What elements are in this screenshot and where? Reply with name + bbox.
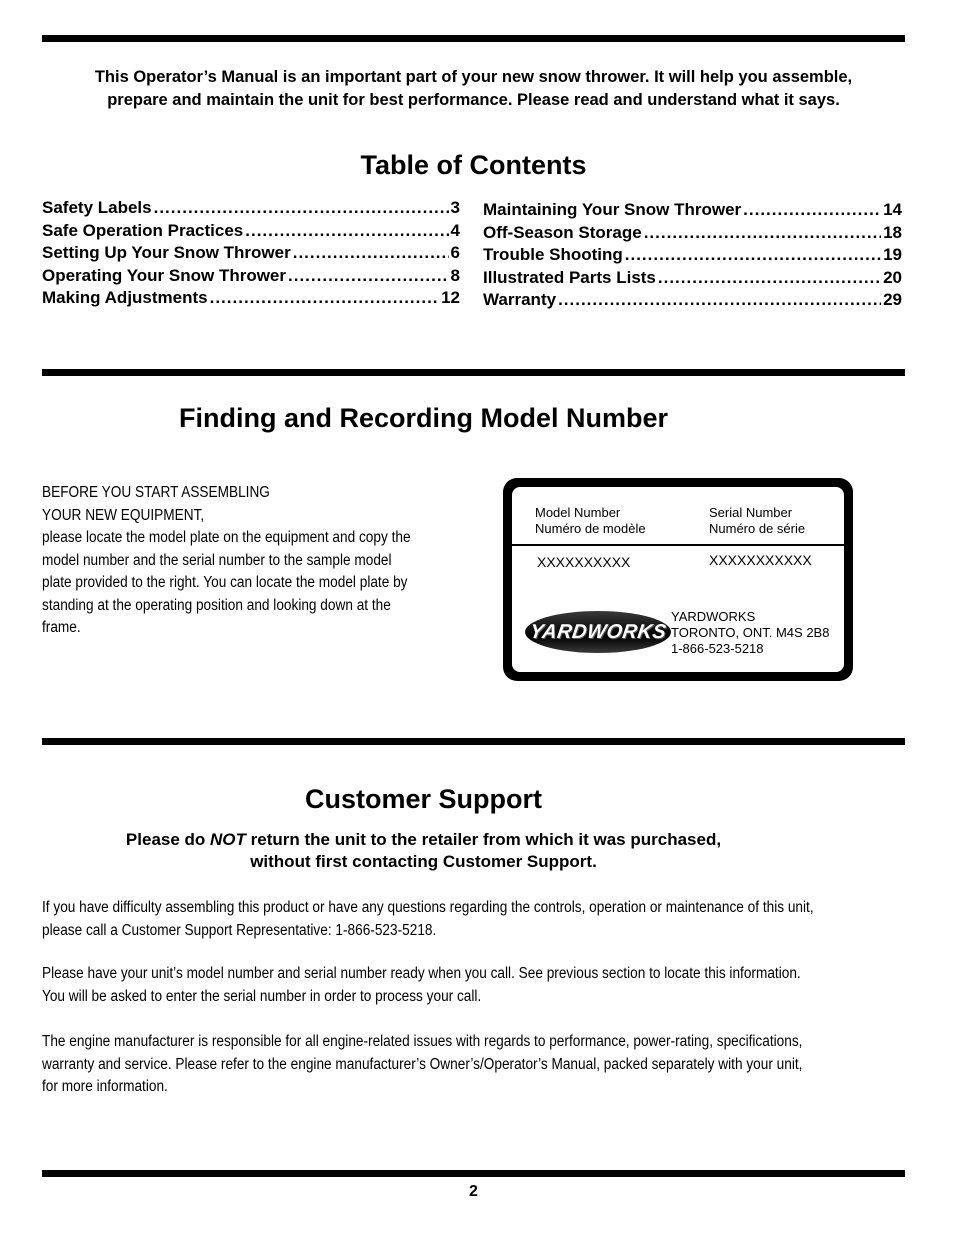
toc-entry[interactable]: Safe Operation Practices ..... 4 xyxy=(42,221,460,244)
text-line: You will be asked to enter the serial number in order to process your call. xyxy=(42,987,482,1005)
text-line: for more information. xyxy=(42,1078,168,1095)
text-line: please locate the model plate on the equipment and copy the xyxy=(42,529,411,546)
support-title: Customer Support xyxy=(304,784,542,814)
support-notice: Please do NOT return the unit to the retailer from which it was purchased, without first contacting Customer Support. xyxy=(42,829,905,873)
text-line: If you have difficulty assembling this product or have any questions regarding the controls, operation or maintenance of this unit, xyxy=(42,899,814,916)
intro-text xyxy=(42,66,905,112)
support-paragraph-2 xyxy=(42,963,909,1008)
text-line: Please have your unit’s model number and serial number ready when you call. See previous section to locate this information. xyxy=(42,965,801,982)
bottom-rule xyxy=(42,1170,905,1177)
section-rule xyxy=(42,369,905,376)
toc-left-column xyxy=(42,198,460,311)
model-instructions xyxy=(42,482,456,640)
support-paragraph-3 xyxy=(42,1031,909,1099)
plate-divider xyxy=(512,544,844,546)
intro-line: prepare and maintain the unit for best performance. Please read and understand what it says. xyxy=(107,91,840,109)
intro-line: This Operator’s Manual is an important part of your new snow thrower. It will help you assemble, xyxy=(94,68,853,86)
text-line: model number and the serial number to the sample model xyxy=(42,551,392,569)
manufacturer-info: YARDWORKS TORONTO, ONT. M4S 2B8 1-866-523-5218 xyxy=(671,609,830,656)
page-number: 2 xyxy=(469,1183,478,1200)
toc-entry[interactable]: Off-Season Storage ..... 18 xyxy=(483,223,902,246)
support-paragraph-1 xyxy=(42,897,909,942)
toc-entry[interactable]: Trouble Shooting ..... 19 xyxy=(483,245,902,268)
text-line: standing at the operating position and looking down at the xyxy=(42,596,391,614)
text-line: without first contacting Customer Support. xyxy=(250,852,597,871)
model-number-value: XXXXXXXXXX xyxy=(537,554,631,570)
text-line: please call a Customer Support Representative: 1-866-523-5218. xyxy=(42,921,437,939)
model-number-label: Model Number Numéro de modèle xyxy=(535,505,646,536)
top-rule xyxy=(42,35,905,42)
model-section-title: Finding and Recording Model Number xyxy=(179,403,668,433)
text-line: BEFORE YOU START ASSEMBLING xyxy=(42,484,270,501)
toc-entry[interactable]: Illustrated Parts Lists ..... 20 xyxy=(483,268,902,291)
text-line: warranty and service. Please refer to the engine manufacturer’s Owner’s/Operator’s Manual, packed separately with your unit, xyxy=(42,1055,803,1073)
toc-entry[interactable]: Safety Labels ..... 3 xyxy=(42,198,460,221)
toc-right-column xyxy=(483,200,902,313)
text-line: plate provided to the right. You can locate the model plate by xyxy=(42,574,408,591)
sample-model-plate xyxy=(503,478,853,681)
yardworks-logo: YARDWORKS xyxy=(525,611,671,653)
section-rule xyxy=(42,738,905,745)
toc-entry[interactable]: Making Adjustments ..... 12 xyxy=(42,288,460,311)
text-line: frame. xyxy=(42,619,81,636)
toc-entry[interactable]: Maintaining Your Snow Thrower ..... 14 xyxy=(483,200,902,223)
serial-number-value: XXXXXXXXXXX xyxy=(709,552,812,568)
toc-entry[interactable]: Setting Up Your Snow Thrower ..... 6 xyxy=(42,243,460,266)
emphasis-not: NOT xyxy=(210,830,246,849)
toc-title: Table of Contents xyxy=(360,150,587,180)
text-line: YOUR NEW EQUIPMENT, xyxy=(42,506,205,524)
serial-number-label: Serial Number Numéro de série xyxy=(709,505,806,536)
toc-entry[interactable]: Warranty ..... 29 xyxy=(483,290,902,313)
text-line: The engine manufacturer is responsible for all engine-related issues with regards to performance, power-rating, specifications, xyxy=(42,1033,803,1050)
toc-entry[interactable]: Operating Your Snow Thrower ..... 8 xyxy=(42,266,460,289)
